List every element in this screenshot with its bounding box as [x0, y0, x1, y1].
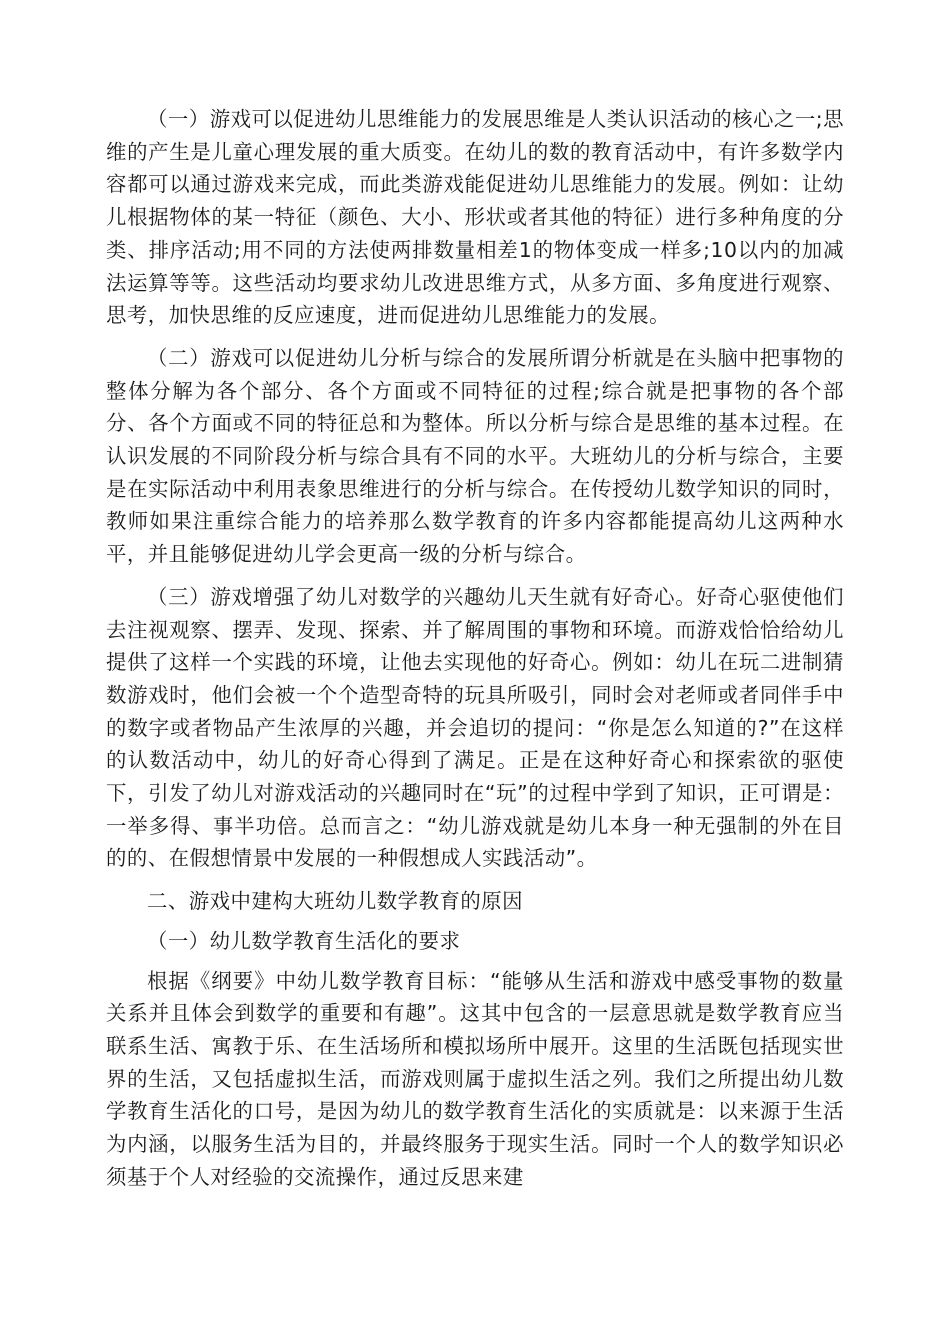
paragraph-analysis-synthesis: （二）游戏可以促进幼儿分析与综合的发展所谓分析就是在头脑中把事物的整体分解为各个部分、各个方面或不同特征的过程;综合就是把事物的各个部分、各个方面或不同的特征总和为整体。所以分析与综合是思维的基本过程。在认识发展的不同阶段分析与综合具有不同的水平。大班幼儿的分析与综合，主要是在实际活动中利用表象思维进行的分析与综合。在传授幼儿数学知识的同时，教师如果注重综合能力的培养那么数学教育的许多内容都能提高幼儿这两种水平，并且能够促进幼儿学会更高一级的分析与综合。: [106, 345, 844, 567]
document-body: [106, 103, 844, 1204]
paragraph-math-interest: （三）游戏增强了幼儿对数学的兴趣幼儿天生就有好奇心。好奇心驱使他们去注视观察、摆弄、发现、探索、并了解周围的事物和环境。而游戏恰恰给幼儿提供了这样一个实践的环境，让他去实现他的好奇心。例如：幼儿在玩二进制猜数游戏时，他们会被一个个造型奇特的玩具所吸引，同时会对老师或者同伴手中的数字或者物品产生浓厚的兴趣，并会追切的提问：“你是怎么知道的?”在这样的认数活动中，幼儿的好奇心得到了满足。正是在这种好奇心和探索欲的驱使下，引发了幼儿对游戏活动的兴趣同时在“玩”的过程中学到了知识，正可谓是：一举多得、事半功倍。总而言之：“幼儿游戏就是幼儿本身一种无强制的外在目的的、在假想情景中发展的一种假想成人实践活动”。: [106, 584, 844, 871]
subsection-heading: （一）幼儿数学教育生活化的要求: [147, 928, 461, 953]
paragraph-thinking-ability: （一）游戏可以促进幼儿思维能力的发展思维是人类认识活动的核心之一;思维的产生是儿童心理发展的重大质变。在幼儿的数的教育活动中，有许多数学内容都可以通过游戏来完成，而此类游戏能促进幼儿思维能力的发展。例如：让幼儿根据物体的某一特征（颜色、大小、形状或者其他的特征）进行多种角度的分类、排序活动;用不同的方法使两排数量相差1的物体变成一样多;10以内的加减法运算等等。这些活动均要求幼儿改进思维方式，从多方面、多角度进行观察、思考，加快思维的反应速度，进而促进幼儿思维能力的发展。: [106, 107, 844, 328]
paragraph-life-oriented-education: 根据《纲要》中幼儿数学教育目标：“能够从生活和游戏中感受事物的数量关系并且体会到数学的重要和有趣”。这其中包含的一层意思就是数学教育应当联系生活、寓教于乐、在生活场所和模拟场所中展开。这里的生活既包括现实世界的生活，又包括虚拟生活，而游戏则属于虚拟生活之列。我们之所提出幼儿数学教育生活化的口号，是因为幼儿的数学教育生活化的实质就是：以来源于生活为内涵，以服务生活为目的，并最终服务于现实生活。同时一个人的数学知识必须基于个人对经验的交流操作，通过反思来建: [106, 968, 844, 1189]
section-heading: 二、游戏中建构大班幼儿数学教育的原因: [147, 889, 524, 914]
